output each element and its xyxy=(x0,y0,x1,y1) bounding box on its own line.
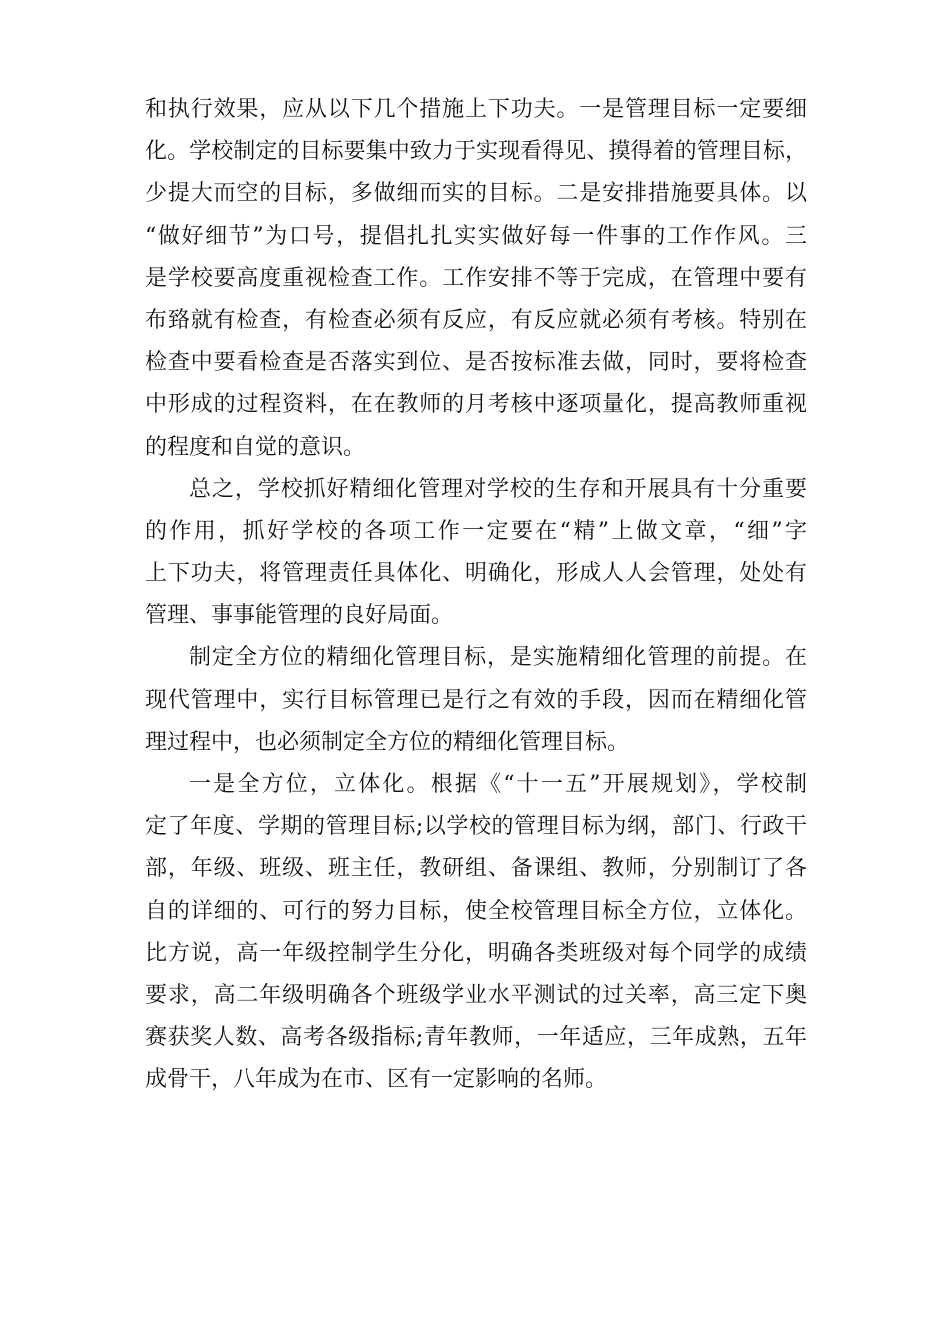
text-line: 布臵就有检查，有检查必须有反应，有反应就必须有考核。特别在 xyxy=(145,307,807,333)
paragraph xyxy=(145,764,807,1102)
text-line: 少提大而空的目标，多做细而实的目标。二是安排措施要具体。以 xyxy=(145,181,807,207)
text-line: 的程度和自觉的意识。 xyxy=(145,434,366,460)
document-body xyxy=(145,89,807,1102)
text-line: 化。学校制定的目标要集中致力于实现看得见、摸得着的管理目标， xyxy=(145,139,807,165)
paragraph xyxy=(145,637,807,764)
paragraph xyxy=(145,89,807,469)
text-line: 要求，高二年级明确各个班级学业水平测试的过关率，高三定下奥 xyxy=(145,982,807,1008)
text-line: 制定全方位的精细化管理目标，是实施精细化管理的前提。在 xyxy=(189,645,807,671)
text-line: 中形成的过程资料，在在教师的月考核中逐项量化，提高教师重视 xyxy=(145,392,807,418)
text-line: 一是全方位，立体化。根据《“十一五”开展规划》，学校制 xyxy=(189,772,807,797)
text-line: 部，年级、班级、班主任，教研组、备课组、教师，分别制订了各 xyxy=(145,856,807,882)
text-line: 比方说，高一年级控制学生分化，明确各类班级对每个同学的成绩 xyxy=(145,940,807,966)
text-line: 理过程中，也必须制定全方位的精细化管理目标。 xyxy=(145,729,630,755)
text-line: 定了年度、学期的管理目标;以学校的管理目标为纲，部门、行政干 xyxy=(145,814,807,840)
text-line: 的作用，抓好学校的各项工作一定要在“精”上做文章，“细”字 xyxy=(145,518,807,544)
text-line: 总之，学校抓好精细化管理对学校的生存和开展具有十分重要 xyxy=(189,476,807,502)
text-line: 和执行效果，应从以下几个措施上下功夫。一是管理目标一定要细 xyxy=(145,97,807,122)
text-line: 赛获奖人数、高考各级指标;青年教师，一年适应，三年成熟，五年 xyxy=(145,1025,807,1051)
text-line: 管理、事事能管理的良好局面。 xyxy=(145,603,454,629)
text-line: 成骨干，八年成为在市、区有一定影响的名师。 xyxy=(145,1067,608,1093)
paragraph xyxy=(145,469,807,638)
text-line: 现代管理中，实行目标管理已是行之有效的手段，因而在精细化管 xyxy=(145,687,807,713)
text-line: 自的详细的、可行的努力目标，使全校管理目标全方位，立体化。 xyxy=(145,898,807,924)
text-line: “做好细节”为口号，提倡扎扎实实做好每一件事的工作作风。三 xyxy=(145,223,807,249)
text-line: 检查中要看检查是否落实到位、是否按标准去做，同时，要将检查 xyxy=(145,350,807,376)
text-line: 是学校要高度重视检查工作。工作安排不等于完成，在管理中要有 xyxy=(145,265,807,291)
text-line: 上下功夫，将管理责任具体化、明确化，形成人人会管理，处处有 xyxy=(145,561,807,587)
